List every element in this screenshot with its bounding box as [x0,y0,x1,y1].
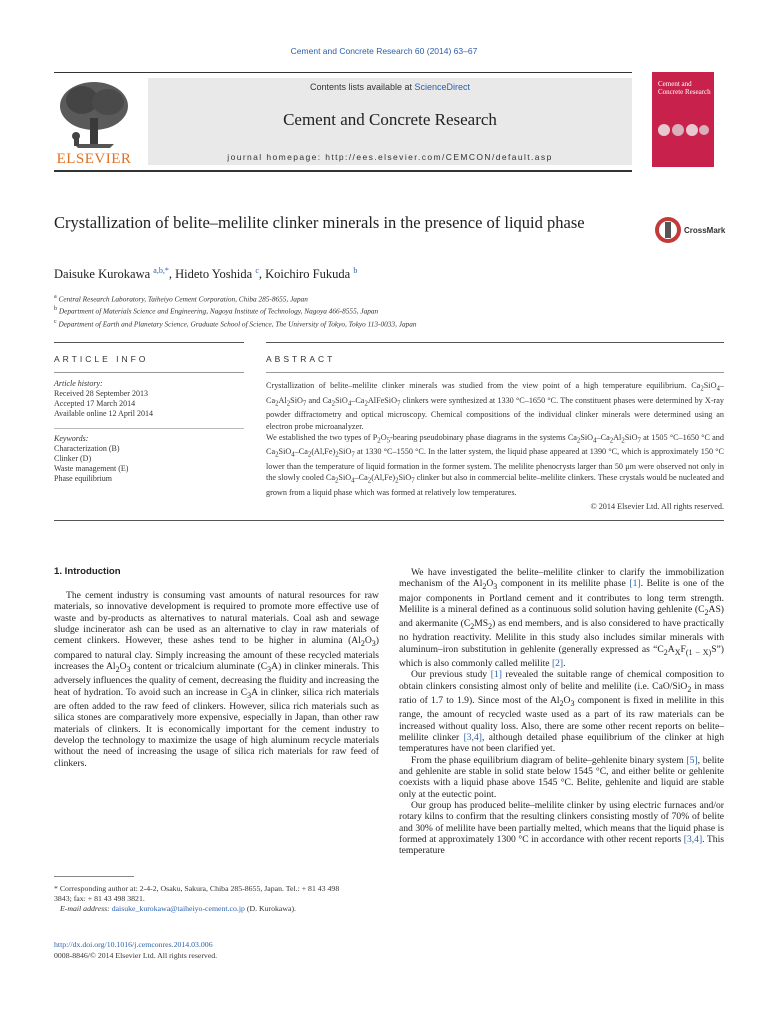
history-label: Article history: [54,379,103,388]
crossmark-label: CrossMark [684,226,726,235]
body-paragraph: Our previous study [1] revealed the suitable range of chemical composition to obtain clinkers consisting almost only of belite and melilite (i.e. CaO/SiO$_2$ in mass ratio of 1.7 to 1.9). Since most of the $Al_2O_3$ component is fixed in melilite in this range, the amount of recycled waste used as a part of its raw materials can be increased without quality loss. Also, there are some other recent reports on belite–melilite clinker [3,4], although detailed phase equilibrium of the clinker at high temperatures have not been clarified yet. [399,669,725,755]
keywords-label: Keywords: [54,434,89,443]
abstract-paragraph: We established the two types of $P_2O_5$-bearing pseudobinary phase diagrams in the systems $Ca_2SiO_4-Ca_2Al_2SiO_7$ at 1505 °C–1650 °C and $Ca_2SiO_4-Ca_2(Al,Fe)_2SiO_7$ at 1330 °C–1550 °C. In the latter system, the liquid phase appeared at 1390 °C, which is approximately 150 °C lower than the temperature of liquid formation in the former system. The melilite phenocrysts larger than 50 μm were observed not only in the slowly cooled $Ca_2SiO_4-Ca_2(Al,Fe)_2SiO_7$ clinker but also in commercial belite–melilite clinkers. These crystals would be nucleated and grown from a liquid phase which was formed at relatively low temperatures. [266,432,724,497]
reference-link[interactable]: [1] [490,669,502,681]
body-paragraph: From the phase equilibrium diagram of belite–gehlenite binary system [5], belite and gehlenite are stable in solid state below 1545 °C, and either belite or gehlenite coexists with a liquid phase above 1545 °C. Belite, gehlenite and liquid are stable only at the eutectic point. [399,754,724,800]
reference-link[interactable]: [5] [686,754,698,766]
author-list: Daisuke Kurokawa $^{a,b,*}$, Hideto Yoshida $^c$, Koichiro Fukuda $^b$ [54,266,358,282]
article-info-top-rule [54,342,244,343]
author-affil-marker[interactable]: a,b,* [153,266,169,275]
keywords [54,434,244,484]
corresponding-author-footnote: * Corresponding author at: 2-4-2, Osaku, Sakura, Chiba 285-8655, Japan. Tel.: + 81 43 498 3843; fax: + 81 43 498 3821. E-mail address: daisuke_kurokawa@taiheiyo-cement.co.jp (D. Kurokawa). [54,884,340,913]
abstract-rule [266,372,724,373]
abstract-paragraph: Crystallization of belite–melilite clinker minerals was studied from the view point of a high temperature equilibrium. $Ca_2SiO_4-Ca_2Al_2SiO_7$ and $Ca_2SiO_4-Ca_2AlFeSiO_7$ clinkers were synthesized at 1330 °C–1650 °C. The constituent phases were determined by X-ray powder diffractometry and optical microscopy. Chemical compositions of the individual clinker minerals were determined using an electron probe microanalyzer. [266,381,724,431]
body-paragraph: The cement industry is consuming vast amounts of natural resources for raw materials, so innovative development is required to promote more effective use of waste and by-products as alternatives to natural materials. Coal ash and sewage sludge incinerator ash can be used as an alternative to clay in raw materials of cement clinkers. However, these ashes tend to be higher in alumina $(Al_2O_3)$ compared to natural clay. Simply increasing the amount of these recycled materials increases the $Al_2O_3$ content or tricalcium aluminate $(C_3A)$ in clinker minerals. This adversely influences the quality of cement, decreasing the fluidity and increasing the heat of hydration. To avoid such an increase in $C_3A$ in clinker, silica rich materials are often added to the raw feed of clinkers. However, silica rich materials such as silica stones are comparatively more expensive, especially in Japan, than other raw materials of clinkers. It is economically important for the cement industry to develop the technology to maximize the usage of high aluminum recycle materials without the need of increasing the usage of silica rich materials for raw feed of clinkers. [54,590,380,769]
cover-image-icon [656,120,710,140]
keyword: Clinker (D) [54,454,92,463]
body-left-column [54,590,379,769]
reference-link[interactable]: [3,4] [463,731,482,743]
author-name[interactable]: Hideto Yoshida [175,267,253,282]
body-right-column [399,567,724,857]
keyword: Waste management (E) [54,464,129,473]
author-affil-marker[interactable]: b [353,266,358,275]
reference-link[interactable]: [2] [551,658,564,670]
article-info-heading: ARTICLE INFO [54,354,149,364]
sciencedirect-link[interactable]: ScienceDirect [414,82,471,92]
affiliation: $^b$ Department of Materials Science and Engineering, Nagoya Institute of Technology, Nagoya 466-8555, Japan [54,306,379,316]
accepted-date: Accepted 17 March 2014 [54,399,136,408]
author-affil-marker[interactable]: c [255,266,259,275]
affiliation: $^a$ Central Research Laboratory, Taiheiyo Cement Corporation, Chiba 285-8655, Japan [54,294,308,304]
abstract-body [266,380,724,498]
contents-available [148,82,632,92]
cover-title: Cement and Concrete Research [658,80,711,96]
contents-prefix: Contents lists available at [309,82,415,92]
abstract-bottom-rule [54,520,724,521]
abstract-copyright: © 2014 Elsevier Ltd. All rights reserved. [590,502,724,511]
elsevier-wordmark: ELSEVIER [56,151,132,167]
received-date: Received 28 September 2013 [54,389,148,398]
author-name[interactable]: Koichiro Fukuda [265,267,351,282]
affiliations [54,292,417,329]
footnote-rule [54,876,134,877]
author-name[interactable]: Daisuke Kurokawa [54,267,151,282]
online-date: Available online 12 April 2014 [54,409,153,418]
keyword: Phase equilibrium [54,474,112,483]
journal-citation[interactable]: Cement and Concrete Research 60 (2014) 63–67 [290,46,478,56]
abstract-heading: ABSTRACT [266,354,336,364]
reference-link[interactable]: [3,4] [683,834,703,845]
body-paragraph: Our group has produced belite–melilite clinker by using electric furnaces and/or rotary kilns to confirm that the resulting clinkers consisting mostly of 70% of belite and 30% of melilite have been partially melted, which means that the liquid phase is formed at approximately 1300 °C in accordance with other recent reports [3,4]. This temperature [399,799,724,857]
issn-copyright: 0008-8846/© 2014 Elsevier Ltd. All rights reserved. [54,951,218,960]
header-bottom-rule [54,170,632,172]
section-heading-introduction: 1. Introduction [54,566,121,577]
email-label: E-mail address: [60,904,110,913]
author-email-link[interactable]: daisuke_kurokawa@taiheiyo-cement.co.jp [111,904,245,913]
reference-link[interactable]: [1] [629,578,641,590]
journal-homepage[interactable]: journal homepage: http://ees.elsevier.com/CEMCON/default.asp [227,152,553,162]
journal-name: Cement and Concrete Research [283,110,497,129]
article-info-rule [54,372,244,373]
header-top-rule [54,72,632,73]
body-paragraph: We have investigated the belite–melilite clinker to clarify the immobilization mechanism of the $Al_2O_3$ component in its melilite phase [1]. Belite is one of the major components in Portland cement and it contributes to long term strength. Melilite is a mineral defined as a continuous solid solution having gehlenite $(C_2AS)$ and akermanite $(C_2MS_2)$ as end members, and is also considered to have practically no hydration reactivity. Melilite in this study also includes similar minerals with aluminum–iron substitution in gehlenite (generally expressed as “$C_2A_XF_{(1 - X)}S$”) which is also commonly called melilite [2]. [399,567,725,670]
info-divider [54,428,244,429]
abstract-top-rule [266,342,724,343]
corresponding-address: Corresponding author at: 2-4-2, Osaku, Sakura, Chiba 285-8655, Japan. Tel.: + 81 43 498 3843; fax: + 81 43 498 3821. [54,884,340,903]
doi-link[interactable]: http://dx.doi.org/10.1016/j.cemconres.2014.03.006 [54,940,213,949]
journal-cover[interactable] [652,72,714,167]
affiliation: $^c$ Department of Earth and Planetary Science, Graduate School of Science, The University of Tokyo, Tokyo 113-0033, Japan [54,318,417,329]
article-history [54,379,244,419]
keyword: Characterization (B) [54,444,120,453]
email-suffix: (D. Kurokawa). [246,904,296,913]
article-title: Crystallization of belite–melilite clinker minerals in the presence of liquid phase [54,213,585,232]
